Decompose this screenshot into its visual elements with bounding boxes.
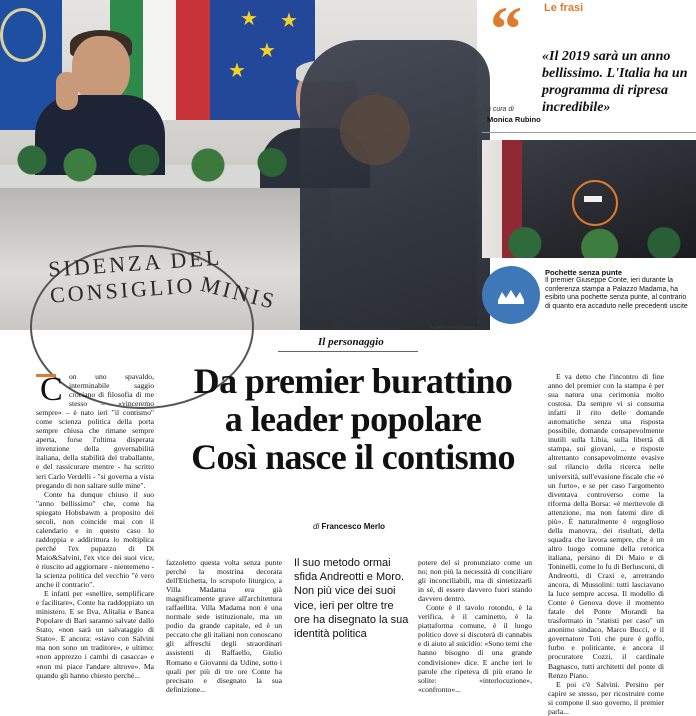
article-kicker: Il personaggio (318, 336, 384, 348)
article-column-1 (36, 371, 154, 680)
pochette-icon (482, 266, 540, 324)
sidebar (482, 0, 696, 330)
pochette-caption: Il premier Giuseppe Conte, ieri durante la conferenza stampa a Palazzo Madama, ha esibito una pochette senza punte, al contrario di quanto era accaduto nelle precedenti uscite (545, 277, 688, 311)
plant-decoration (0, 140, 320, 190)
dropcap: C (40, 371, 63, 408)
article-column-3 (418, 558, 532, 694)
paragraph: fazzoletto questa volta senza punte perché la mostrina decorata dell'Etichetta, lo scrupolo liturgico, a Villa Madama era già magnificamente grave all'architettura raffaellita. Villa Madama non è una normale sede istituzionale, ma un podio da grande capitale, ed è un peccato che gli italiani non conoscano gli affreschi degli straordinari assistenti di Raffaello, Giulio Romano e Giovanni da Udine, sotto i quali per più di tre ore Conte ha precisato e disegnato la sua definizione... (166, 558, 282, 694)
article-column-2 (166, 558, 282, 694)
main-photo (0, 0, 477, 330)
byline (313, 522, 385, 531)
headline-line-1: Da premier burattino (193, 361, 513, 401)
pochette-title: Pochette senza punte (545, 268, 623, 277)
photo-credit: FILIPPO ATTILI/ANSA (430, 325, 475, 330)
paragraph: Conte ha dunque chiuso il suo "anno bellissimo" che, come ha spiegato Hobsbawm a proposito dei secoli, non coincide mai con il calendario e in questo caso lo raddoppia e addirittura lo moltiplica perché l'ex pupazzo di Di Maio&Salvini, l'ex vice dei suoi vice, è riuscito ad aggiornare - nientemeno - la scienza politica del vecchio "è vero anche il contrario". (36, 489, 154, 590)
blurred-foreground-person (300, 40, 490, 330)
highlight-circle (572, 180, 618, 226)
conte-figure (72, 36, 130, 102)
pochette-photo (482, 140, 696, 258)
paragraph: Conte è il tavolo rotondo, è la verifica, è il caminetto, è la piattaforma comune, è il luogo politico dove si discuterà di cannabis e di aiuto al suicidio: «Sono temi che hanno bisogno di una grande condivisione» dice. E anche ieri le parole che ripeteva di più erano le solite: «interlocuzione», «confronto»... (418, 603, 532, 694)
article-column-4 (548, 372, 664, 716)
kicker-rule (278, 351, 418, 352)
paragraph: on uno spavaldo, interminabile saggio crociano di filosofia di me stesso – «vinceremo sempre» – è nato ieri "il contismo" come scienza politica della porta sempre chiusa che rimane sempre aperta, forse l'ultima disperata invenzione della governabilità italiana, della stabilità del traballante, e del rassicurare mentre - ha scritto ieri Carlo Verdelli - "si governa a vista pregando di non saltare sulle mine". (36, 372, 154, 490)
byline-prefix: di (313, 522, 320, 531)
eu-flag-right: ★ ★ ★ ★ (210, 0, 315, 120)
paragraph: E poi c'è Salvini. Persino per capire se stesso, per ricostruire come si compone il suo governo, il premier parla... (548, 679, 664, 716)
paragraph: E infatti per «snellire, semplificare e facilitare», Conte ha raddoppiato un ministero. E se Ilva, Alitalia e Banca Popolare di Bari saranno salvate dallo Stato, «non sarà un salvataggio di Stato». E ancora: «stavo con Salvini ma non sono un traditore», e ultimo: «non apprezzo i cambi di casacca» e «non mi piace l'andare altrove». Ma quando gli hanno chiesto perché... (36, 589, 154, 680)
headline (164, 362, 542, 476)
paragraph: E va detto che l'incontro di fine anno del premier con la stampa è per sua natura una cerimonia molto costosa. Da sempre vi si consuma infatti il rito delle domande automatiche senza una risposta possibile, domande consapevolmente inutili sulla Libia, sulla libertà di stampa, sui giovani, ... e risposte altrettanto consapevolmente evasive sul rilancio della ricerca nelle università, sull'evasione fiscale che «è un furto», e se per caso l'argomento diventava controverso come la riforma della Borsa: «è meritevole di attenzione, ma non fatemi dire di più». È naturalmente è orgoglioso della manovra, dei risultati, della squadra che lavora sempre, che è un altro luogo comune della retorica italiana, persino di Di Maio e di Toninelli, come lo fu di Berlusconi, di Andreotti, di Craxi e, arretrando ancora, di Mussolini: tutti lasciavano la luce sempre accesa. Il modello di Conte è Genova dove il momento fatale del Ponte Morandi ha trasformato in "statisti per caso" un anonimo sindaco, Marco Bucci, e il governatore Toti che pure è goffo, furbo e politicante, e ancora il procuratore Cozzi, il cardinale Bagnasco, tutti architetti del ponte di Renzo Piano. (548, 372, 664, 680)
curator-name: Monica Rubino (487, 115, 541, 124)
quote-mark-icon: “ (490, 0, 522, 64)
paragraph: potere del sì pronunziato come un no; non più la necessità di conciliare gli inconciliabili, ma di sintetizzarli in sé, di essere davvero fuori stando davvero dentro. (418, 558, 532, 604)
seal-text: SIDENZA DEL CONSIGLIO (47, 244, 223, 308)
headline-line-3: Così nasce il contismo (191, 437, 515, 477)
author-name: Francesco Merlo (321, 522, 386, 531)
seal-text-end: MINIS (198, 271, 280, 314)
emblem (0, 8, 46, 62)
headline-line-2: a leader popolare (224, 399, 482, 439)
sidebar-quote: «Il 2019 sarà un anno bellissimo. L'Italia ha un programma di ripresa incredibile» (542, 49, 688, 115)
pull-quote: Il suo metodo ormai sfida Andreotti e Moro. Non più vice dei suoi vice, ieri per oltre tre ore ha disegnato la sua identità politica (294, 557, 409, 641)
divider (482, 132, 696, 133)
section-label: Le frasi (544, 2, 584, 14)
curator-label: a cura di (487, 106, 514, 113)
